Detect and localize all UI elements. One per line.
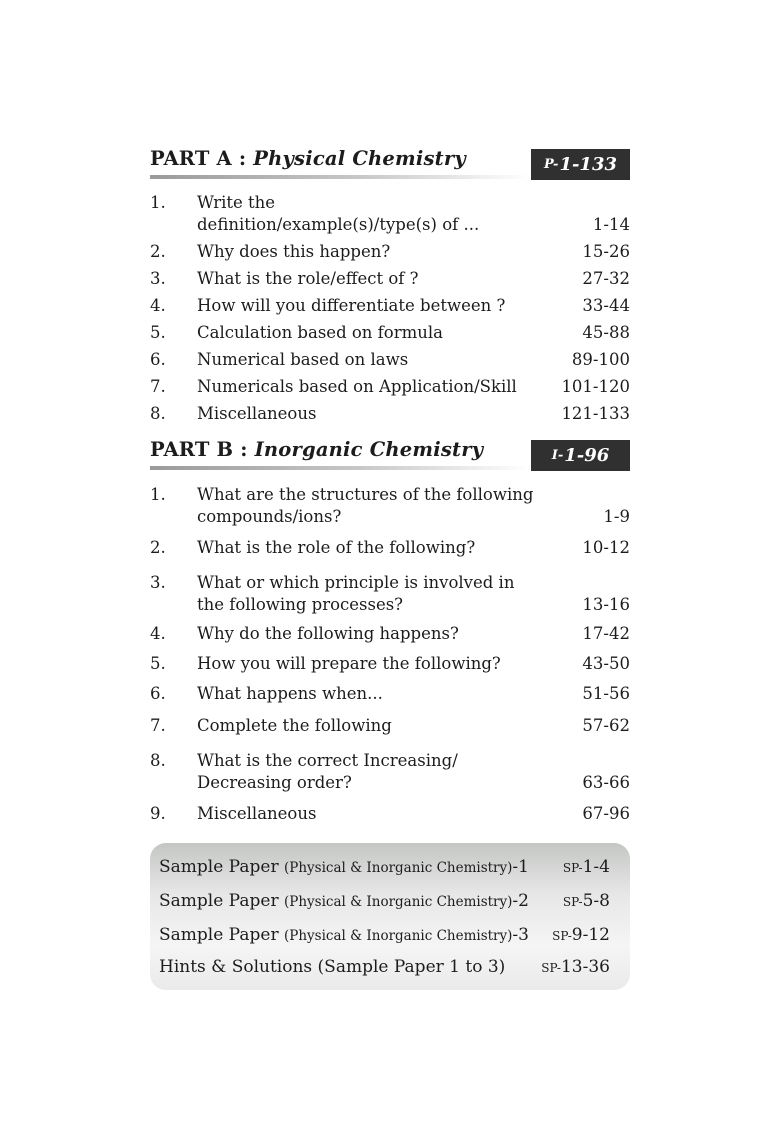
item-number: 2. xyxy=(150,538,166,557)
item-pages: 10-12 xyxy=(582,538,630,557)
part-a-subject: Physical Chemistry xyxy=(253,147,466,170)
item-number: 5. xyxy=(150,323,166,342)
hints-solutions-range: 13-36 xyxy=(560,957,610,977)
item-text xyxy=(197,268,547,290)
sample-paper-prefix: SP- xyxy=(552,929,572,943)
item-line: How you will prepare the following? xyxy=(197,654,501,673)
item-line: Miscellaneous xyxy=(197,404,317,423)
sample-paper-number: -2 xyxy=(512,891,529,911)
item-line: definition/example(s)/type(s) of ... xyxy=(197,215,480,234)
item-number: 7. xyxy=(150,716,166,735)
item-number: 8. xyxy=(150,404,166,423)
part-b-range: 1-96 xyxy=(564,445,610,466)
item-line: Numericals based on Application/Skill xyxy=(197,377,517,396)
item-number: 5. xyxy=(150,654,166,673)
item-number: 6. xyxy=(150,350,166,369)
item-pages: 101-120 xyxy=(561,377,630,396)
part-b-divider xyxy=(150,466,530,470)
sample-paper-note: (Physical & Inorganic Chemistry) xyxy=(283,860,513,876)
hints-solutions-pages xyxy=(541,956,610,979)
item-line: What are the structures of the following xyxy=(197,485,534,504)
part-b-title xyxy=(150,438,483,461)
item-line: compounds/ions? xyxy=(197,507,342,526)
part-b-range-badge xyxy=(531,440,630,471)
item-line: the following processes? xyxy=(197,595,404,614)
item-number: 3. xyxy=(150,269,166,288)
item-number: 7. xyxy=(150,377,166,396)
item-text xyxy=(197,537,547,559)
part-b-header xyxy=(150,438,630,478)
hints-solutions-prefix: SP- xyxy=(541,961,561,975)
item-pages: 33-44 xyxy=(582,296,630,315)
sample-paper-pages xyxy=(563,890,610,913)
item-text xyxy=(197,376,547,398)
item-pages: 121-133 xyxy=(561,404,630,423)
item-pages: 63-66 xyxy=(582,773,630,792)
item-number: 3. xyxy=(150,573,166,592)
sample-paper-prefix: SP- xyxy=(562,895,583,909)
sample-paper-title: Sample Paper xyxy=(159,925,284,945)
item-text xyxy=(197,623,547,645)
sample-paper-pages xyxy=(563,856,610,879)
item-text xyxy=(197,803,547,825)
item-line: What is the role/effect of ? xyxy=(197,269,419,288)
sample-paper-note: (Physical & Inorganic Chemistry) xyxy=(283,928,513,944)
item-number: 2. xyxy=(150,242,166,261)
item-number: 4. xyxy=(150,296,166,315)
item-number: 1. xyxy=(150,193,166,212)
item-text xyxy=(197,403,547,425)
sample-paper-prefix: SP- xyxy=(562,861,583,875)
item-line: Write the xyxy=(197,193,276,212)
item-text xyxy=(197,683,547,705)
hints-solutions-row xyxy=(159,956,610,978)
sample-paper-title: Sample Paper xyxy=(159,891,284,911)
item-pages: 89-100 xyxy=(571,350,630,369)
part-a-range-badge xyxy=(531,149,630,180)
item-number: 4. xyxy=(150,624,166,643)
item-text xyxy=(197,241,547,263)
item-number: 9. xyxy=(150,804,166,823)
item-text xyxy=(197,484,547,528)
part-a-label: PART A : xyxy=(150,147,247,170)
item-number: 6. xyxy=(150,684,166,703)
sample-paper-number: -1 xyxy=(512,857,529,877)
item-line: What is the correct Increasing/ xyxy=(197,751,458,770)
item-pages: 15-26 xyxy=(582,242,630,261)
item-number: 8. xyxy=(150,751,166,770)
item-pages: 27-32 xyxy=(582,269,630,288)
item-text xyxy=(197,349,547,371)
item-text xyxy=(197,750,547,794)
part-a-title xyxy=(150,147,466,170)
item-pages: 17-42 xyxy=(582,624,630,643)
sample-paper-range: 1-4 xyxy=(582,857,610,877)
sample-paper-row xyxy=(159,890,610,913)
item-text xyxy=(197,572,547,616)
sample-paper-row xyxy=(159,856,610,879)
sample-papers-box xyxy=(150,843,630,990)
item-pages: 45-88 xyxy=(582,323,630,342)
sample-paper-note: (Physical & Inorganic Chemistry) xyxy=(283,894,513,910)
item-text xyxy=(197,715,547,737)
item-text xyxy=(197,192,547,236)
part-a-divider xyxy=(150,175,530,179)
item-pages: 67-96 xyxy=(582,804,630,823)
part-a-header xyxy=(150,147,630,187)
item-line: What happens when... xyxy=(197,684,383,703)
item-pages: 13-16 xyxy=(582,595,630,614)
item-line: How will you differentiate between ? xyxy=(197,296,506,315)
part-a-range-prefix: P- xyxy=(543,157,559,172)
item-line: What or which principle is involved in xyxy=(197,573,515,592)
item-number: 1. xyxy=(150,485,166,504)
item-line: Calculation based on formula xyxy=(197,323,443,342)
item-pages: 1-9 xyxy=(603,507,630,526)
item-text xyxy=(197,322,547,344)
item-pages: 51-56 xyxy=(582,684,630,703)
sample-paper-range: 9-12 xyxy=(571,925,610,945)
part-b-subject: Inorganic Chemistry xyxy=(254,438,484,461)
item-text xyxy=(197,295,547,317)
item-pages: 57-62 xyxy=(582,716,630,735)
sample-paper-row xyxy=(159,924,610,947)
item-line: Decreasing order? xyxy=(197,773,352,792)
part-a-range: 1-133 xyxy=(559,154,618,175)
sample-paper-number: -3 xyxy=(512,925,529,945)
item-line: Miscellaneous xyxy=(197,804,317,823)
item-line: Numerical based on laws xyxy=(197,350,409,369)
item-text xyxy=(197,653,547,675)
item-line: Why do the following happens? xyxy=(197,624,459,643)
sample-paper-pages xyxy=(552,924,610,947)
sample-paper-range: 5-8 xyxy=(582,891,610,911)
item-pages: 43-50 xyxy=(582,654,630,673)
part-b-range-prefix: I- xyxy=(551,448,564,463)
hints-solutions-title: Hints & Solutions (Sample Paper 1 to 3) xyxy=(159,957,506,977)
part-b-label: PART B : xyxy=(150,438,248,461)
item-line: Complete the following xyxy=(197,716,392,735)
item-line: What is the role of the following? xyxy=(197,538,476,557)
item-pages: 1-14 xyxy=(592,215,630,234)
item-line: Why does this happen? xyxy=(197,242,391,261)
sample-paper-title: Sample Paper xyxy=(159,857,284,877)
